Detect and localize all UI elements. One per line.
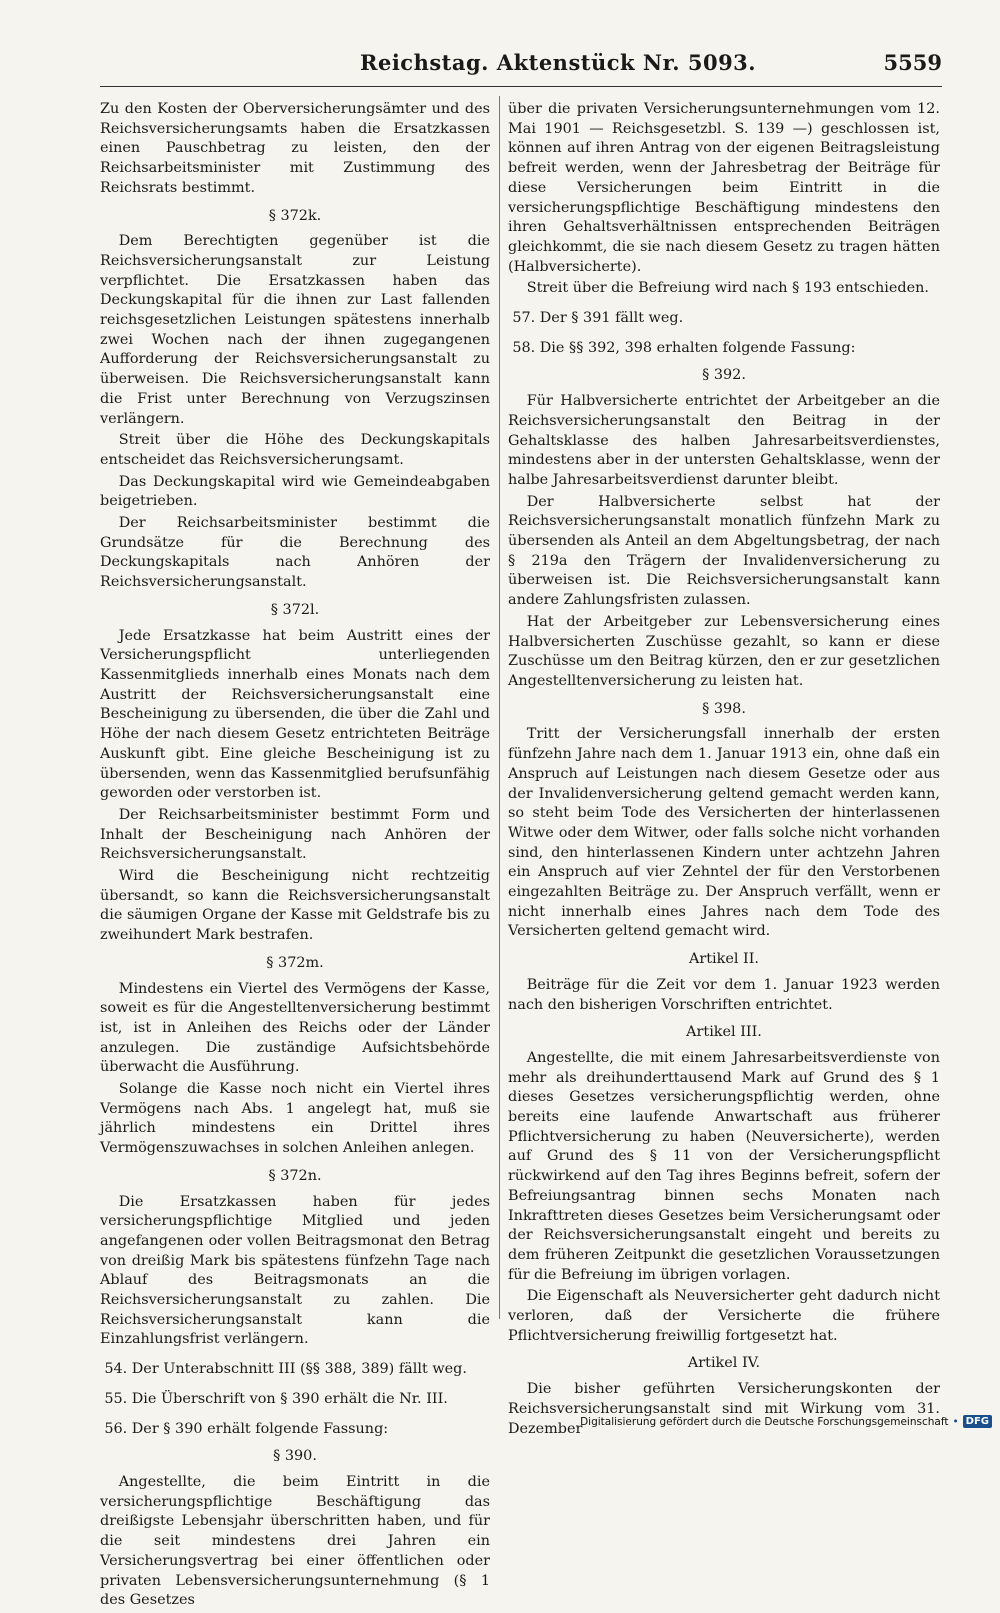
paragraph: Die Ersatzkassen haben für jedes versicherungspflichtige Mitglied und jeden angefangenen oder vollen Beitragsmonat den Betrag von dreißig Mark bis spätestens fünfzehn Tage nach Ablauf des Beitragsmonats an die Reichsversicherungsanstalt zu zahlen. Die Reichsversicherungsanstalt kann die Einzahlungsfrist verlängern. <box>100 1193 490 1348</box>
paragraph: Der Reichsarbeitsminister bestimmt die Grundsätze für die Berechnung des Deckungskapitals nach Anhören der Reichsversicherungsanstalt. <box>100 515 490 591</box>
paragraph: Beiträge für die Zeit vor dem 1. Januar 1923 werden nach den bisherigen Vorschriften entrichtet. <box>508 976 940 1013</box>
paragraph: Hat der Arbeitgeber zur Lebensversicherung eines Halbversicherten Zuschüsse gezahlt, so kann er diese Zuschüsse um den Beitrag kürzen, den er zur gesetzlichen Angestelltenversicherung zu leisten hat. <box>508 613 940 689</box>
section-heading: § 398. <box>702 700 746 717</box>
paragraph: Für Halbversicherte entrichtet der Arbeitgeber an die Reichsversicherungsanstalt den Beitrag in der Gehaltsklasse des halben Jahresarbeitsverdienstes, mindestens aber in der untersten Gehaltsklasse, wenn der halbe Jahresarbeitsverdienst darunter bleibt. <box>508 393 940 488</box>
paragraph: Mindestens ein Viertel des Vermögens der Kasse, soweit es für die Angestelltenversicherung bestimmt ist, ist in Anleihen des Reichs oder der Länder anzulegen. Die zuständige Aufsichtsbehörde überwacht die Ausführung. <box>100 980 490 1076</box>
paragraph: über die privaten Versicherungsunternehmungen vom 12. Mai 1901 — Reichsgesetzbl. S. 139 —) geschlossen ist, können auf ihren Antrag von der eigenen Beitragsleistung befreit werden, wenn der Jahresbetrag der Beiträge für diese Versicherungen beim Eintritt in die versicherungspflichtige Beschäftigung mindestens den ihren Gehaltsverhältnissen entsprechenden Beiträgen gleichkommt, die sie nach diesem Gesetz zu tragen hätten (Halbversicherte). <box>508 101 940 275</box>
page-header <box>360 50 942 80</box>
section-heading: Artikel IV. <box>687 1355 761 1372</box>
dfg-logo: DFG <box>963 1415 992 1428</box>
right-column <box>508 100 940 1441</box>
paragraph: Der Halbversicherte selbst hat der Reichsversicherungsanstalt monatlich fünfzehn Mark zu übersenden als Anteil an dem Abgeltungsbetrag, der nach § 219a den Trägern der Invalidenversicherung zu überweisen ist. Die Reichsversicherungsanstalt kann andere Zahlungsfristen zulassen. <box>508 493 940 609</box>
numbered-item: 58. Die §§ 392, 398 erhalten folgende Fassung: <box>512 339 856 356</box>
section-heading: § 372l. <box>270 601 320 618</box>
paragraph: Jede Ersatzkasse hat beim Austritt eines der Versicherungspflicht unterliegenden Kassenmitglieds innerhalb eines Monats nach dem Austritt der Reichsversicherungsanstalt eine Bescheinigung zu übersenden, die über die Zahl und Höhe der nach diesem Gesetz entrichteten Beiträge Auskunft gibt. Eine gleiche Bescheinigung ist zu übersenden, wenn das Kassenmitglied berufsunfähig geworden oder verstorben ist. <box>100 627 490 802</box>
paragraph: Die Eigenschaft als Neuversicherter geht dadurch nicht verloren, daß der Versicherte die frühere Pflichtversicherung freiwillig fortgesetzt hat. <box>508 1288 940 1344</box>
paragraph: Zu den Kosten der Oberversicherungsämter und des Reichsversicherungsamts haben die Ersatzkassen einen Pauschbetrag zu leisten, den der Reichsarbeitsminister mit Zustimmung des Reichsrats bestimmt. <box>100 101 490 196</box>
paragraph: Der Reichsarbeitsminister bestimmt Form und Inhalt der Bescheinigung nach Anhören der Reichsversicherungsanstalt. <box>100 806 490 863</box>
section-heading: Artikel II. <box>688 951 759 968</box>
section-heading: § 372n. <box>268 1167 322 1184</box>
paragraph: Das Deckungskapital wird wie Gemeindeabgaben beigetrieben. <box>100 473 490 510</box>
left-column <box>100 100 490 1613</box>
paragraph: Angestellte, die mit einem Jahresarbeitsverdienste von mehr als dreihunderttausend Mark auf Grund des § 1 dieses Gesetzes versicherungspflichtig werden, ohne bereits eine laufende Anwartschaft aus früherer Pflichtversicherung zu haben (Neuversicherte), werden auf Grund des § 11 von der Versicherungspflicht rückwirkend auf den Tag ihres Beginns befreit, sofern der Befreiungsantrag binnen sechs Monaten nach Inkrafttreten dieses Gesetzes beim Versicherungsamt oder der Reichsversicherungsanstalt eingeht und bereits zu dem früheren Zeitpunkt die gesetzlichen Voraussetzungen für die Befreiung im übrigen vorlagen. <box>508 1049 940 1283</box>
column-divider <box>499 96 500 1319</box>
numbered-item: 57. Der § 391 fällt weg. <box>512 310 684 327</box>
paragraph: Wird die Bescheinigung nicht rechtzeitig übersandt, so kann die Reichsversicherungsanstalt die säumigen Organe der Kasse mit Geldstrafe bis zu zweihundert Mark bestrafen. <box>100 868 490 944</box>
paragraph: Streit über die Befreiung wird nach § 193 entschieden. <box>526 280 929 297</box>
page-number: 5559 <box>883 50 942 75</box>
numbered-item: 56. Der § 390 erhält folgende Fassung: <box>104 1420 389 1437</box>
section-heading: § 372k. <box>268 207 322 224</box>
numbered-item: 54. Der Unterabschnitt III (§§ 388, 389) fällt weg. <box>104 1361 467 1378</box>
header-title: Reichstag. Aktenstück Nr. 5093. <box>360 50 757 75</box>
paragraph: Angestellte, die beim Eintritt in die versicherungspflichtige Beschäftigung das dreißigste Lebensjahr überschritten haben, und für die seit mindestens drei Jahren ein Versicherungsvertrag bei einer öffentlichen oder privaten Lebensversicherungsunternehmung (§ 1 des Gesetzes <box>100 1474 490 1609</box>
section-heading: § 392. <box>702 367 746 384</box>
numbered-item: 55. Die Überschrift von § 390 erhält die Nr. III. <box>104 1390 448 1407</box>
paragraph: Streit über die Höhe des Deckungskapitals entscheidet das Reichsversicherungsamt. <box>100 432 490 468</box>
section-heading: § 390. <box>273 1448 317 1465</box>
paragraph: Tritt der Versicherungsfall innerhalb der ersten fünfzehn Jahre nach dem 1. Januar 1913 ein, ohne daß ein Anspruch auf Leistungen nach diesem Gesetze oder aus der Invalidenversicherung geltend gemacht werden kann, so steht beim Tode des Versicherten der hinterlassenen Witwe oder dem Witwer, oder falls solche nicht vorhanden sind, den hinterlassenen Kindern unter achtzehn Jahren ein Anspruch auf vier Zehntel der für den Verstorbenen eingezahlten Beiträge zu. Der Anspruch verfällt, wenn er nicht innerhalb eines Jahres nach dem Tode des Versicherten geltend gemacht wird. <box>508 726 940 940</box>
paragraph: Solange die Kasse noch nicht ein Viertel ihres Vermögens nach Abs. 1 angelegt hat, muß sie jährlich mindestens ein Drittel ihres Vermögenszuwachses in solchen Anleihen anlegen. <box>100 1081 490 1157</box>
footer-separator-icon: • <box>952 1415 959 1428</box>
section-heading: § 372m. <box>266 954 324 971</box>
header-rule <box>100 86 942 87</box>
paragraph: Die bisher geführten Versicherungskonten der Reichsversicherungsanstalt sind mit Wirkung vom 31. Dezember <box>508 1381 940 1437</box>
paragraph: Dem Berechtigten gegenüber ist die Reichsversicherungsanstalt zur Leistung verpflichtet. Die Ersatzkassen haben das Deckungskapital für die ihnen zur Last fallenden reichsgesetzlichen Leistungen spätestens innerhalb zwei Wochen nach der ihnen zugegangenen Aufforderung der Reichsversicherungsanstalt zu überweisen. Die Reichsversicherungsanstalt kann die Frist unter Berechnung von Verzugszinsen verlängern. <box>100 233 490 427</box>
section-heading: Artikel III. <box>686 1024 762 1041</box>
footer <box>580 1415 992 1428</box>
footer-text: Digitalisierung gefördert durch die Deutsche Forschungsgemeinschaft <box>580 1415 949 1428</box>
